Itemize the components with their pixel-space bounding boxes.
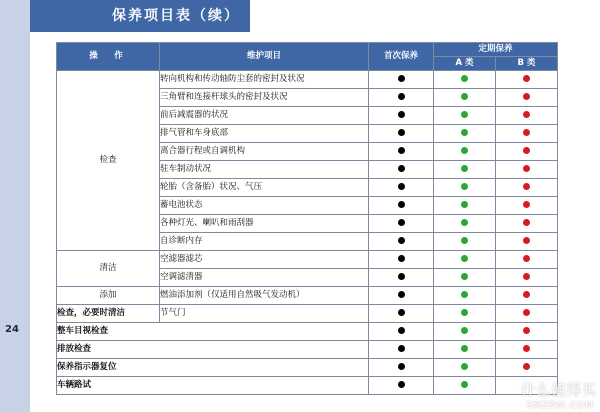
maintenance-item: 轮胎（含备胎）状况、气压	[160, 179, 369, 197]
type-a-dot	[461, 219, 468, 226]
operation-cell: 检查，必要时清洁	[57, 305, 160, 323]
first-service-cell	[369, 143, 434, 161]
operation-cell: 检查	[57, 71, 160, 251]
first-service-cell	[369, 323, 434, 341]
table-body	[57, 71, 558, 395]
maintenance-table	[56, 42, 558, 395]
first-service-dot	[398, 363, 405, 370]
maintenance-item: 燃油添加剂（仅适用自然吸气发动机）	[160, 287, 369, 305]
first-service-cell	[369, 287, 434, 305]
first-service-cell	[369, 125, 434, 143]
first-service-cell	[369, 341, 434, 359]
type-b-cell	[496, 359, 558, 377]
type-b-dot	[523, 309, 530, 316]
maintenance-item: 节气门	[160, 305, 369, 323]
type-a-dot	[461, 345, 468, 352]
type-b-dot	[523, 327, 530, 334]
type-a-cell	[434, 89, 496, 107]
type-a-dot	[461, 111, 468, 118]
type-a-dot	[461, 129, 468, 136]
operation-cell: 车辆路试	[57, 377, 369, 395]
type-b-dot	[523, 291, 530, 298]
type-b-cell	[496, 107, 558, 125]
maintenance-item: 三角臂和连接杆球头的密封及状况	[160, 89, 369, 107]
type-a-dot	[461, 93, 468, 100]
type-b-dot	[523, 363, 530, 370]
type-b-dot	[523, 201, 530, 208]
first-service-cell	[369, 251, 434, 269]
maintenance-item: 前后减震器的状况	[160, 107, 369, 125]
first-service-dot	[398, 273, 405, 280]
type-a-cell	[434, 269, 496, 287]
first-service-dot	[398, 327, 405, 334]
header-item: 维护项目	[160, 43, 369, 71]
header-type-a: A 类	[434, 57, 496, 71]
header-first-service: 首次保养	[369, 43, 434, 71]
first-service-dot	[398, 183, 405, 190]
page-title: 保养项目表（续）	[112, 8, 240, 24]
first-service-cell	[369, 359, 434, 377]
type-b-dot	[523, 345, 530, 352]
type-a-cell	[434, 341, 496, 359]
type-a-dot	[461, 291, 468, 298]
table-row	[57, 323, 558, 341]
type-a-cell	[434, 215, 496, 233]
maintenance-item: 自诊断内存	[160, 233, 369, 251]
type-b-dot	[523, 237, 530, 244]
first-service-cell	[369, 197, 434, 215]
type-a-cell	[434, 125, 496, 143]
type-b-cell	[496, 161, 558, 179]
first-service-cell	[369, 71, 434, 89]
type-b-cell	[496, 251, 558, 269]
type-a-cell	[434, 179, 496, 197]
type-a-cell	[434, 359, 496, 377]
maintenance-item: 转向机构和传动轴防尘套的密封及状况	[160, 71, 369, 89]
first-service-cell	[369, 233, 434, 251]
first-service-cell	[369, 269, 434, 287]
type-b-cell	[496, 89, 558, 107]
first-service-dot	[398, 291, 405, 298]
type-b-cell	[496, 341, 558, 359]
first-service-dot	[398, 237, 405, 244]
type-b-cell	[496, 71, 558, 89]
first-service-dot	[398, 381, 405, 388]
type-a-cell	[434, 251, 496, 269]
type-a-dot	[461, 165, 468, 172]
type-b-cell	[496, 125, 558, 143]
type-b-cell	[496, 143, 558, 161]
type-a-dot	[461, 273, 468, 280]
first-service-cell	[369, 161, 434, 179]
table-row	[57, 287, 558, 305]
type-b-dot	[523, 147, 530, 154]
table-row	[57, 359, 558, 377]
type-b-cell	[496, 269, 558, 287]
table-row	[57, 377, 558, 395]
type-b-cell	[496, 215, 558, 233]
maintenance-item: 排气管和车身底部	[160, 125, 369, 143]
first-service-dot	[398, 219, 405, 226]
type-a-dot	[461, 255, 468, 262]
type-b-cell	[496, 287, 558, 305]
table-row	[57, 71, 558, 89]
first-service-cell	[369, 89, 434, 107]
first-service-dot	[398, 93, 405, 100]
operation-cell: 添加	[57, 287, 160, 305]
header-operation: 操 作	[57, 43, 160, 71]
first-service-cell	[369, 107, 434, 125]
table-row	[57, 341, 558, 359]
type-b-dot	[523, 183, 530, 190]
maintenance-item: 蓄电池状态	[160, 197, 369, 215]
table-row	[57, 251, 558, 269]
left-color-band	[0, 0, 30, 412]
type-a-dot	[461, 75, 468, 82]
type-b-dot	[523, 111, 530, 118]
type-b-dot	[523, 273, 530, 280]
operation-cell: 排放检查	[57, 341, 369, 359]
type-a-dot	[461, 147, 468, 154]
type-b-dot	[523, 129, 530, 136]
first-service-cell	[369, 305, 434, 323]
operation-cell: 清洁	[57, 251, 160, 287]
type-a-dot	[461, 237, 468, 244]
type-a-dot	[461, 309, 468, 316]
maintenance-item: 驻车制动状况	[160, 161, 369, 179]
type-b-cell	[496, 179, 558, 197]
operation-cell: 保养指示器复位	[57, 359, 369, 377]
type-b-cell	[496, 197, 558, 215]
type-a-cell	[434, 197, 496, 215]
first-service-dot	[398, 129, 405, 136]
type-b-dot	[523, 255, 530, 262]
type-a-cell	[434, 323, 496, 341]
maintenance-item: 空调滤清器	[160, 269, 369, 287]
page-number: 24	[5, 324, 19, 335]
header-periodic-service: 定期保养	[434, 43, 558, 57]
type-a-cell	[434, 143, 496, 161]
type-a-cell	[434, 233, 496, 251]
type-b-dot	[523, 93, 530, 100]
first-service-cell	[369, 215, 434, 233]
type-a-dot	[461, 363, 468, 370]
first-service-dot	[398, 309, 405, 316]
first-service-cell	[369, 377, 434, 395]
first-service-cell	[369, 179, 434, 197]
type-a-cell	[434, 107, 496, 125]
operation-cell: 整车目视检查	[57, 323, 369, 341]
first-service-dot	[398, 111, 405, 118]
first-service-dot	[398, 165, 405, 172]
header-row	[57, 43, 558, 57]
maintenance-item: 各种灯光、喇叭和雨刮器	[160, 215, 369, 233]
header-type-b: B 类	[496, 57, 558, 71]
table-row	[57, 305, 558, 323]
type-a-dot	[461, 201, 468, 208]
watermark-domain: SMZDM.COM	[526, 401, 594, 411]
first-service-dot	[398, 75, 405, 82]
type-b-dot	[523, 219, 530, 226]
type-a-dot	[461, 381, 468, 388]
type-b-dot	[523, 165, 530, 172]
first-service-dot	[398, 255, 405, 262]
maintenance-item: 空滤器滤芯	[160, 251, 369, 269]
type-a-cell	[434, 305, 496, 323]
type-b-cell	[496, 305, 558, 323]
first-service-dot	[398, 201, 405, 208]
type-b-dot	[523, 75, 530, 82]
maintenance-item: 离合器行程或自调机构	[160, 143, 369, 161]
watermark-logo: 什么值得买	[520, 381, 596, 399]
type-b-cell	[496, 323, 558, 341]
first-service-dot	[398, 345, 405, 352]
type-a-cell	[434, 71, 496, 89]
first-service-dot	[398, 147, 405, 154]
type-a-cell	[434, 377, 496, 395]
type-a-cell	[434, 161, 496, 179]
type-b-cell	[496, 233, 558, 251]
type-a-dot	[461, 183, 468, 190]
type-a-dot	[461, 327, 468, 334]
type-a-cell	[434, 287, 496, 305]
